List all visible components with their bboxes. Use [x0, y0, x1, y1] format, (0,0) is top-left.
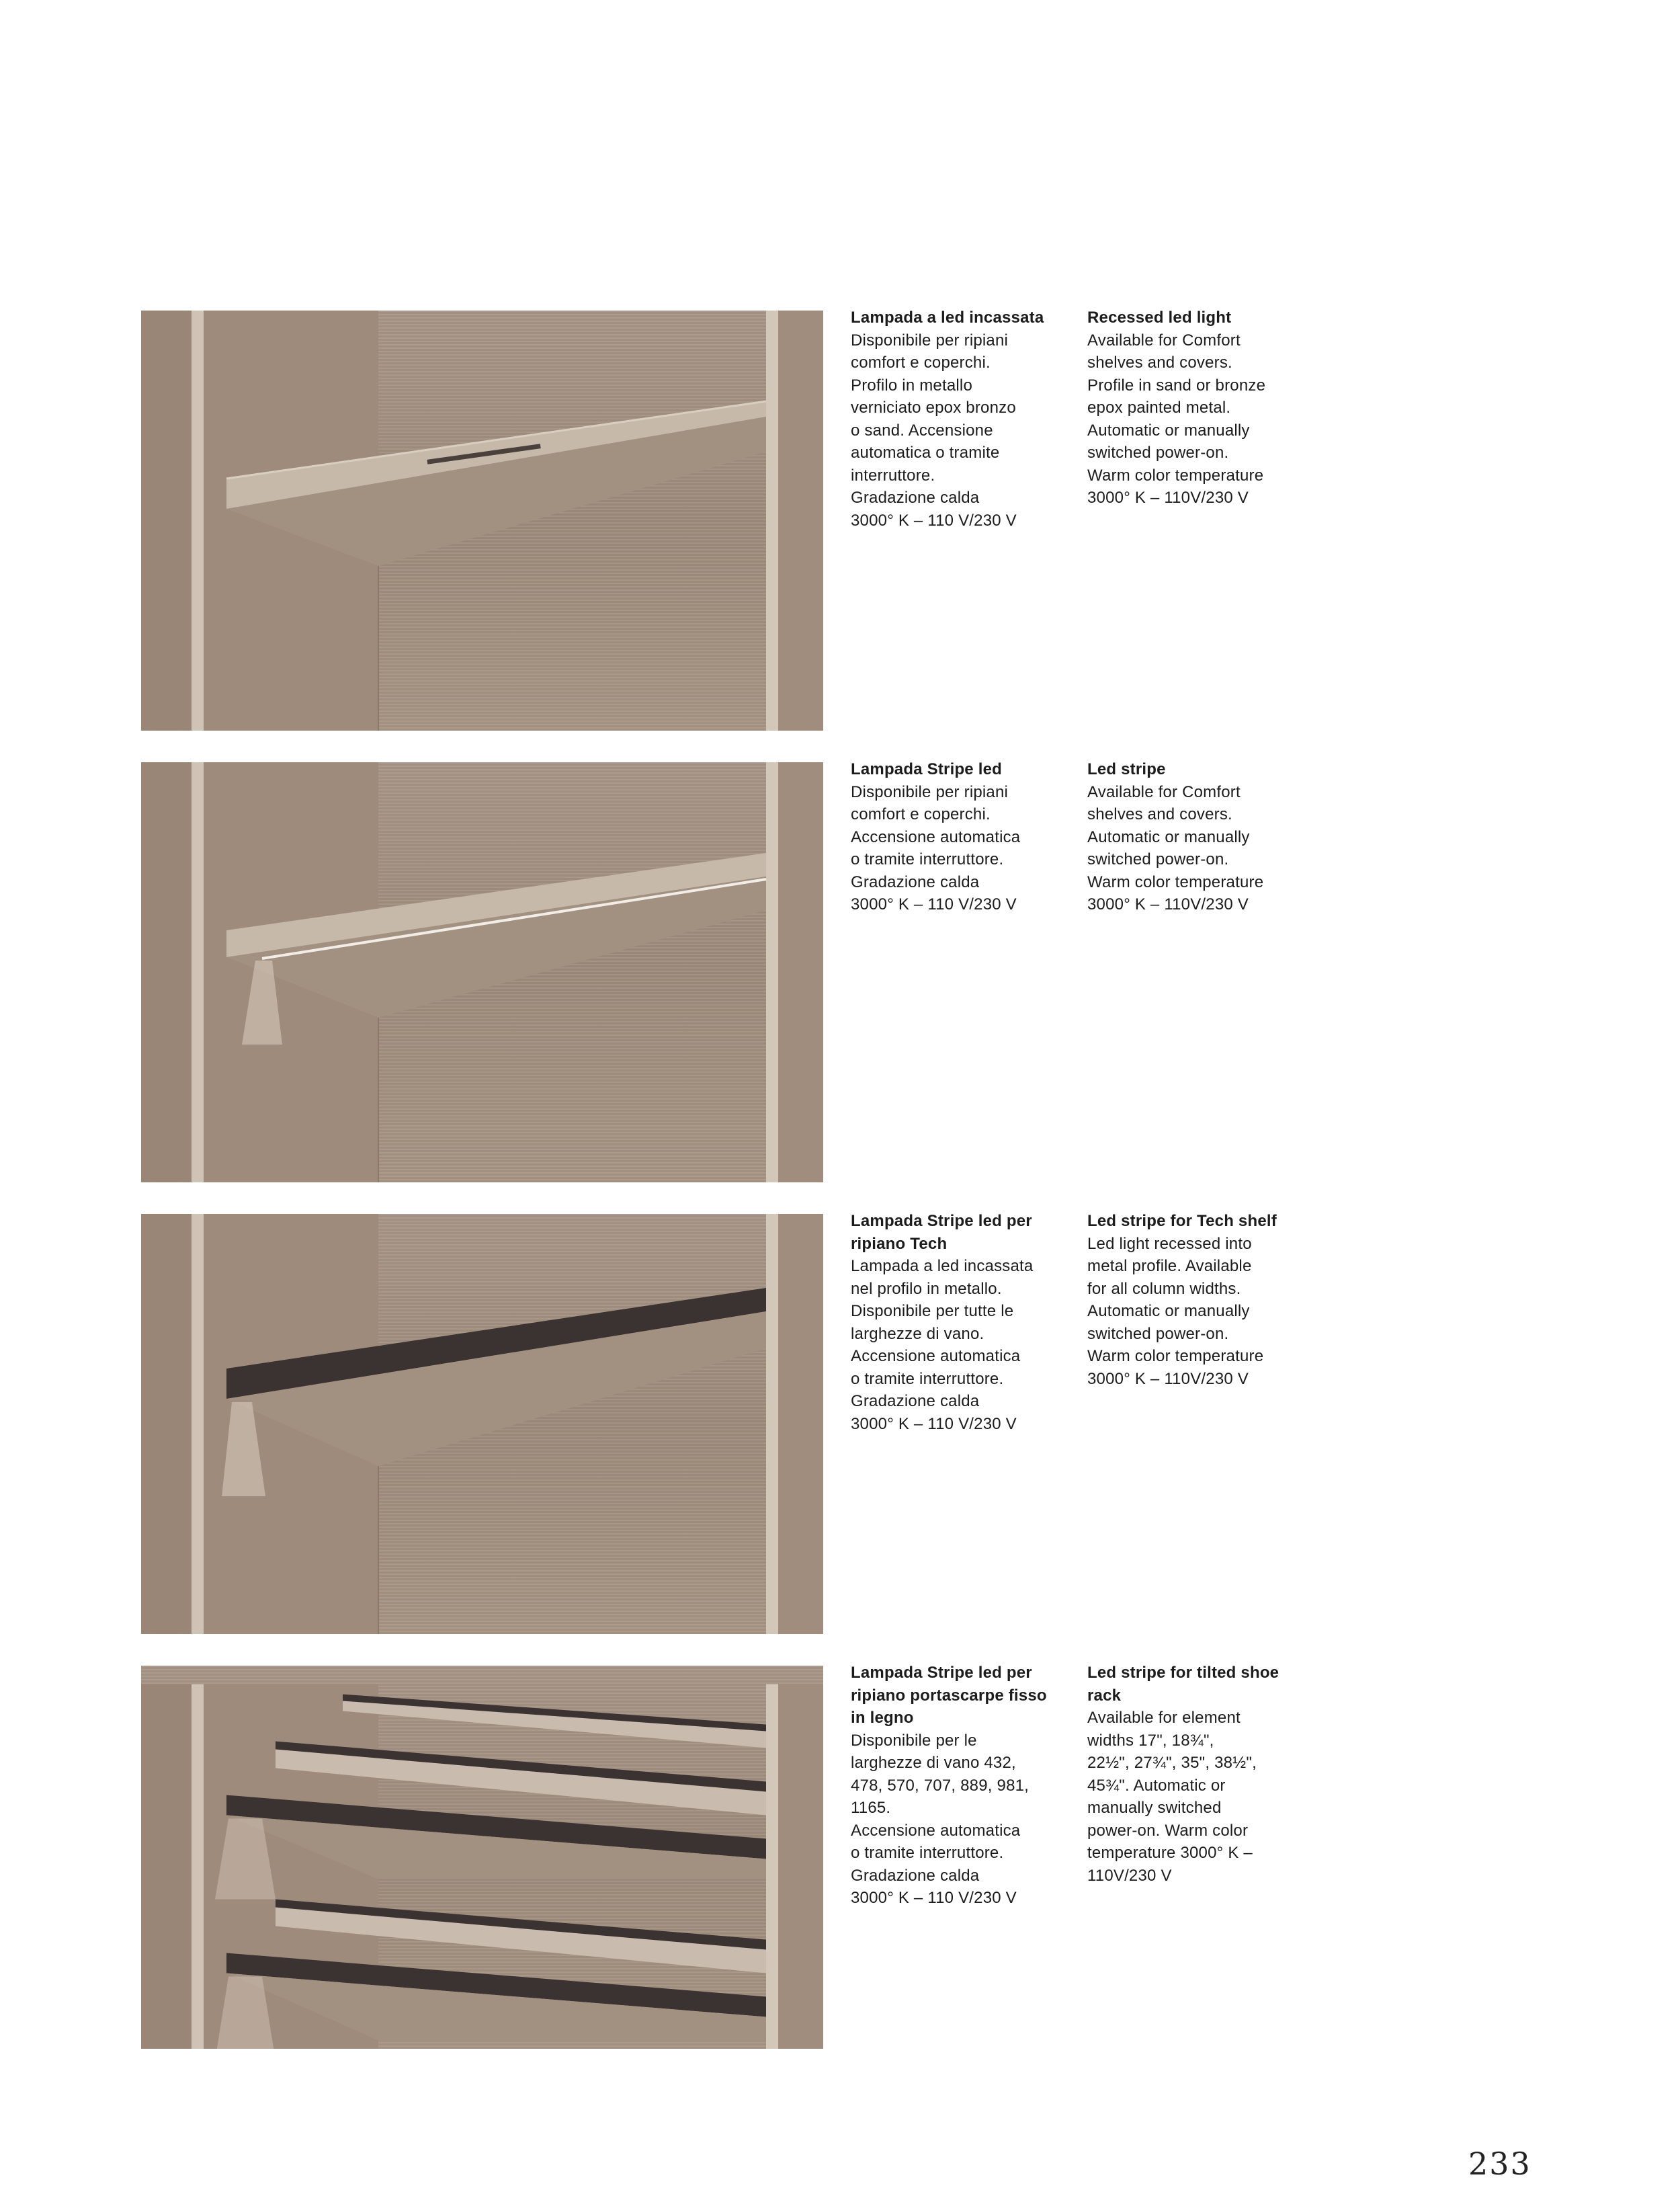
led-stripe-shelf-illustration: [141, 762, 823, 1182]
text-column-italian: [851, 758, 1073, 916]
section-title-en: Recessed led light: [1087, 309, 1232, 327]
tilted-shoe-rack-illustration: [141, 1666, 823, 2049]
section-body-en: Available for Comfort shelves and covers. Profile in sand or bronze epox painted metal. Automatic or manually switched power-on. Warm color temperature 3000° K – 110V/230 V: [1087, 331, 1266, 507]
section-title-en: Led stripe for tilted shoe rack: [1087, 1664, 1279, 1705]
section-body-it: Disponibile per ripiani comfort e coperchi. Accensione automatica o tramite interruttore. Gradazione calda 3000° K – 110 V/230 V: [851, 782, 1021, 913]
section-body-it: Disponibile per ripiani comfort e coperchi. Profilo in metallo verniciato epox bronzo o sand. Accensione automatica o tramite interruttore. Gradazione calda 3000° K – 110 V/230 V: [851, 331, 1017, 530]
section-body-it: Lampada a led incassata nel profilo in metallo. Disponibile per tutte le larghezze di vano. Accensione automatica o tramite interruttore. Gradazione calda 3000° K – 110 V/230 V: [851, 1257, 1034, 1433]
section-title-en: Led stripe: [1087, 760, 1166, 778]
text-column-english: [1087, 1662, 1309, 1887]
section-title-en: Led stripe for Tech shelf: [1087, 1212, 1277, 1230]
section-body-en: Led light recessed into metal profile. Available for all column widths. Automatic or manually switched power-on. Warm color temperature 3000° K – 110V/230 V: [1087, 1234, 1264, 1388]
text-column-english: [1087, 1210, 1309, 1390]
section-title-it: Lampada Stripe led: [851, 760, 1002, 778]
section-body-en: Available for element widths 17", 18¾", 22½", 27¾", 35", 38½", 45¾". Automatic or manually switched power-on. Warm color temperature 3000° K – 110V/230 V: [1087, 1709, 1257, 1885]
tech-shelf-led-illustration: [141, 1214, 823, 1634]
tech-shelf-led-photo: [141, 1214, 823, 1634]
text-column-italian: [851, 1210, 1073, 1435]
section-title-it: Lampada a led incassata: [851, 309, 1044, 327]
led-stripe-shelf-photo: [141, 762, 823, 1182]
section-body-it: Disponibile per le larghezze di vano 432, 478, 570, 707, 889, 981, 1165. Accensione automatica o tramite interruttore. Gradazione calda 3000° K – 110 V/230 V: [851, 1731, 1030, 1907]
section-body-en: Available for Comfort shelves and covers. Automatic or manually switched power-on. Warm color temperature 3000° K – 110V/230 V: [1087, 782, 1264, 913]
section-title-it: Lampada Stripe led per ripiano Tech: [851, 1212, 1032, 1253]
text-column-italian: [851, 307, 1073, 532]
text-column-italian: [851, 1662, 1073, 1910]
page-number: 233: [1468, 2146, 1531, 2182]
text-column-english: [1087, 307, 1309, 510]
tilted-shoe-rack-led-photo: [141, 1666, 823, 2049]
text-column-english: [1087, 758, 1309, 916]
recessed-led-shelf-photo: [141, 311, 823, 731]
section-title-it: Lampada Stripe led per ripiano portascarpe fisso in legno: [851, 1664, 1047, 1727]
recessed-led-shelf-illustration: [141, 311, 823, 731]
